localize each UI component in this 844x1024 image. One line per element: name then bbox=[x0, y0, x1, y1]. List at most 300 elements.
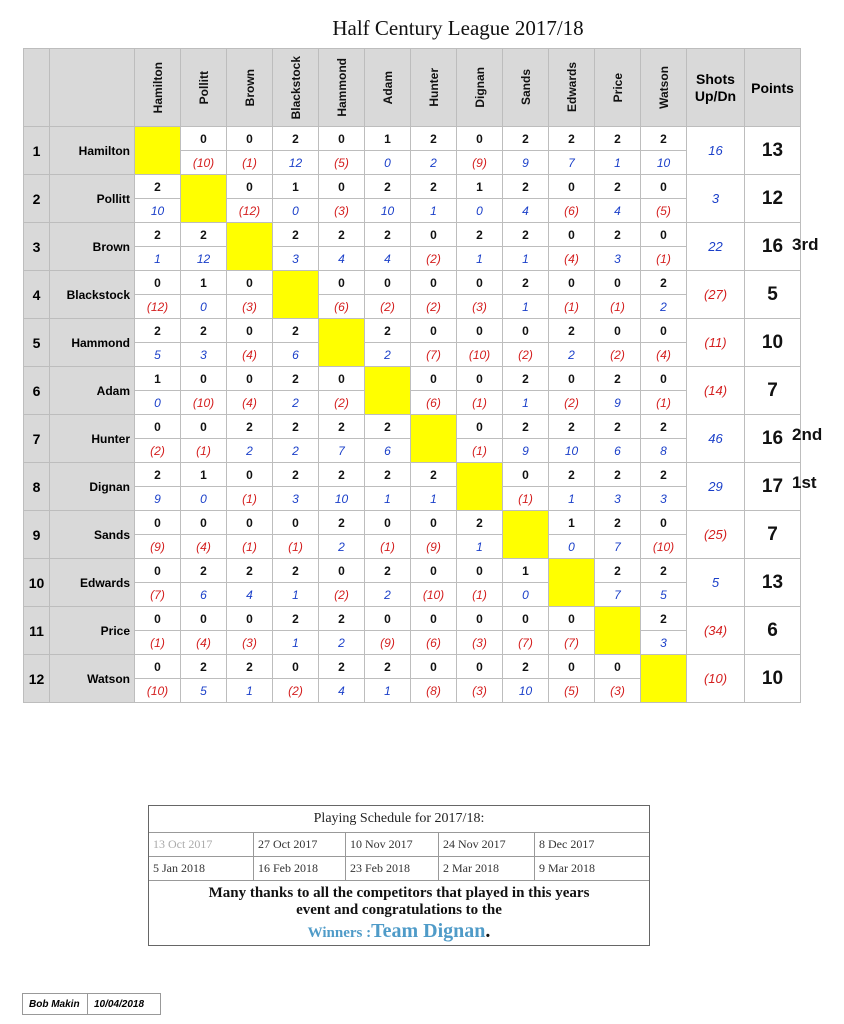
match-shots: 0 bbox=[135, 391, 181, 415]
match-shots: 3 bbox=[595, 487, 641, 511]
match-points: 2 bbox=[503, 415, 549, 439]
match-points: 2 bbox=[227, 655, 273, 679]
match-points: 0 bbox=[181, 415, 227, 439]
match-shots: 7 bbox=[549, 151, 595, 175]
match-points: 0 bbox=[457, 271, 503, 295]
team-name: Hammond bbox=[50, 319, 135, 367]
match-shots: 9 bbox=[503, 439, 549, 463]
match-points: 2 bbox=[503, 271, 549, 295]
match-points: 2 bbox=[641, 415, 687, 439]
match-points: 0 bbox=[227, 319, 273, 343]
match-points: 0 bbox=[503, 607, 549, 631]
col-header-adam bbox=[365, 49, 411, 127]
match-points: 2 bbox=[273, 463, 319, 487]
match-shots: 3 bbox=[273, 487, 319, 511]
match-points: 0 bbox=[181, 127, 227, 151]
match-shots: (4) bbox=[181, 631, 227, 655]
col-header-edwards bbox=[549, 49, 595, 127]
match-shots: 1 bbox=[457, 535, 503, 559]
match-points: 0 bbox=[549, 175, 595, 199]
team-name: Blackstock bbox=[50, 271, 135, 319]
match-points: 2 bbox=[273, 223, 319, 247]
match-points: 2 bbox=[273, 607, 319, 631]
points-total: 7 bbox=[745, 511, 801, 559]
match-points: 0 bbox=[641, 319, 687, 343]
match-shots: 3 bbox=[181, 343, 227, 367]
shots-total: 16 bbox=[687, 127, 745, 175]
match-shots: (3) bbox=[457, 679, 503, 703]
match-points: 0 bbox=[227, 367, 273, 391]
winners-label: Winners : bbox=[307, 925, 372, 941]
match-points: 0 bbox=[549, 271, 595, 295]
match-shots: (2) bbox=[273, 679, 319, 703]
match-points: 2 bbox=[503, 223, 549, 247]
shots-total: (27) bbox=[687, 271, 745, 319]
match-points: 1 bbox=[273, 175, 319, 199]
shots-total: 46 bbox=[687, 415, 745, 463]
match-shots: (3) bbox=[319, 199, 365, 223]
match-points: 0 bbox=[227, 127, 273, 151]
team-row-shots bbox=[24, 535, 801, 559]
col-header-label: Hammond bbox=[334, 58, 349, 117]
team-row-shots bbox=[24, 199, 801, 223]
match-points: 0 bbox=[181, 367, 227, 391]
team-row-shots bbox=[24, 295, 801, 319]
match-shots: (9) bbox=[365, 631, 411, 655]
match-shots: 0 bbox=[181, 487, 227, 511]
match-shots: (2) bbox=[503, 343, 549, 367]
match-shots: (2) bbox=[595, 343, 641, 367]
match-shots: (4) bbox=[549, 247, 595, 271]
match-points: 0 bbox=[411, 223, 457, 247]
match-points: 0 bbox=[319, 175, 365, 199]
match-points: 0 bbox=[319, 559, 365, 583]
team-number: 7 bbox=[24, 415, 50, 463]
match-points: 2 bbox=[457, 511, 503, 535]
match-shots: 0 bbox=[549, 535, 595, 559]
match-points: 0 bbox=[595, 319, 641, 343]
match-shots: (1) bbox=[549, 295, 595, 319]
team-name: Sands bbox=[50, 511, 135, 559]
match-shots: 12 bbox=[181, 247, 227, 271]
shots-total: (10) bbox=[687, 655, 745, 703]
match-shots: 2 bbox=[227, 439, 273, 463]
match-shots: 2 bbox=[641, 295, 687, 319]
match-shots: 0 bbox=[457, 199, 503, 223]
col-header-pollitt bbox=[181, 49, 227, 127]
match-points: 2 bbox=[273, 319, 319, 343]
match-points: 0 bbox=[227, 607, 273, 631]
match-points: 2 bbox=[595, 415, 641, 439]
match-points: 0 bbox=[365, 271, 411, 295]
points-total: 17 bbox=[745, 463, 801, 511]
match-shots: (10) bbox=[411, 583, 457, 607]
header-row bbox=[24, 49, 801, 127]
col-header-brown bbox=[227, 49, 273, 127]
match-shots: (1) bbox=[503, 487, 549, 511]
match-shots: (9) bbox=[135, 535, 181, 559]
match-points: 0 bbox=[181, 511, 227, 535]
match-shots: 10 bbox=[503, 679, 549, 703]
match-shots: 9 bbox=[595, 391, 641, 415]
match-shots: 4 bbox=[503, 199, 549, 223]
match-shots: (10) bbox=[457, 343, 503, 367]
match-shots: (3) bbox=[227, 631, 273, 655]
footer-signature bbox=[22, 993, 161, 1015]
match-points: 0 bbox=[181, 607, 227, 631]
col-header-label: Adam bbox=[380, 70, 395, 105]
match-shots: 1 bbox=[411, 487, 457, 511]
match-shots: (4) bbox=[181, 535, 227, 559]
match-points: 2 bbox=[135, 319, 181, 343]
match-points: 2 bbox=[595, 223, 641, 247]
self-match-cell bbox=[641, 655, 687, 703]
points-total: 6 bbox=[745, 607, 801, 655]
col-header-price bbox=[595, 49, 641, 127]
self-match-cell bbox=[273, 271, 319, 319]
team-row-results bbox=[24, 463, 801, 487]
match-shots: 6 bbox=[273, 343, 319, 367]
points-total: 5 bbox=[745, 271, 801, 319]
shots-total: (34) bbox=[687, 607, 745, 655]
placing-label: 1st bbox=[792, 472, 817, 492]
team-row-shots bbox=[24, 343, 801, 367]
points-total: 13 bbox=[745, 559, 801, 607]
col-header-label: Edwards bbox=[564, 62, 579, 113]
col-header-label: Hamilton bbox=[150, 61, 165, 114]
schedule-date: 5 Jan 2018 bbox=[149, 857, 254, 881]
team-row-results bbox=[24, 367, 801, 391]
team-row-results bbox=[24, 607, 801, 631]
match-shots: 5 bbox=[135, 343, 181, 367]
match-points: 0 bbox=[365, 607, 411, 631]
match-shots: (3) bbox=[227, 295, 273, 319]
league-body bbox=[24, 127, 801, 703]
match-shots: 12 bbox=[273, 151, 319, 175]
match-shots: (5) bbox=[549, 679, 595, 703]
match-points: 0 bbox=[503, 319, 549, 343]
match-shots: 1 bbox=[135, 247, 181, 271]
match-points: 1 bbox=[457, 175, 503, 199]
match-points: 1 bbox=[181, 271, 227, 295]
team-row-results bbox=[24, 223, 801, 247]
match-shots: (2) bbox=[135, 439, 181, 463]
col-header-hunter bbox=[411, 49, 457, 127]
match-points: 2 bbox=[181, 655, 227, 679]
match-shots: 1 bbox=[411, 199, 457, 223]
match-shots: 1 bbox=[365, 487, 411, 511]
points-total: 10 bbox=[745, 655, 801, 703]
match-points: 0 bbox=[595, 271, 641, 295]
match-points: 2 bbox=[503, 127, 549, 151]
team-name: Brown bbox=[50, 223, 135, 271]
match-shots: (2) bbox=[319, 391, 365, 415]
col-header-label: Brown bbox=[242, 68, 257, 107]
col-header-shots bbox=[687, 49, 745, 127]
match-points: 0 bbox=[549, 367, 595, 391]
match-points: 0 bbox=[549, 607, 595, 631]
match-shots: 1 bbox=[457, 247, 503, 271]
match-shots: (4) bbox=[227, 343, 273, 367]
match-points: 2 bbox=[365, 559, 411, 583]
match-points: 2 bbox=[365, 175, 411, 199]
match-points: 0 bbox=[227, 511, 273, 535]
match-shots: (10) bbox=[181, 151, 227, 175]
schedule-date: 9 Mar 2018 bbox=[535, 857, 649, 881]
match-shots: 0 bbox=[365, 151, 411, 175]
match-points: 2 bbox=[595, 367, 641, 391]
team-name: Price bbox=[50, 607, 135, 655]
match-points: 0 bbox=[549, 655, 595, 679]
match-points: 1 bbox=[365, 127, 411, 151]
team-row-results bbox=[24, 127, 801, 151]
match-shots: (7) bbox=[411, 343, 457, 367]
col-header-sands bbox=[503, 49, 549, 127]
match-shots: (7) bbox=[503, 631, 549, 655]
shots-header-line1: Shots bbox=[696, 70, 735, 87]
match-shots: 7 bbox=[595, 535, 641, 559]
col-header-label: Dignan bbox=[472, 67, 487, 108]
schedule-date: 27 Oct 2017 bbox=[254, 833, 346, 857]
match-shots: 1 bbox=[503, 295, 549, 319]
match-shots: (2) bbox=[411, 295, 457, 319]
col-header-label: Price bbox=[610, 72, 625, 103]
match-points: 2 bbox=[135, 223, 181, 247]
match-shots: 1 bbox=[273, 583, 319, 607]
points-total: 7 bbox=[745, 367, 801, 415]
match-shots: (7) bbox=[135, 583, 181, 607]
match-points: 2 bbox=[549, 127, 595, 151]
match-points: 0 bbox=[135, 559, 181, 583]
team-name: Hunter bbox=[50, 415, 135, 463]
match-shots: 2 bbox=[319, 631, 365, 655]
match-shots: 4 bbox=[365, 247, 411, 271]
match-points: 0 bbox=[457, 655, 503, 679]
match-shots: (2) bbox=[411, 247, 457, 271]
match-points: 2 bbox=[319, 463, 365, 487]
match-points: 0 bbox=[319, 271, 365, 295]
match-shots: (2) bbox=[365, 295, 411, 319]
shots-total: 3 bbox=[687, 175, 745, 223]
match-shots: 2 bbox=[549, 343, 595, 367]
match-shots: 2 bbox=[273, 439, 319, 463]
team-number: 1 bbox=[24, 127, 50, 175]
match-points: 0 bbox=[411, 271, 457, 295]
thanks-line-2: event and congratulations to the bbox=[296, 902, 502, 918]
match-shots: 7 bbox=[595, 583, 641, 607]
match-shots: (1) bbox=[227, 535, 273, 559]
match-points: 0 bbox=[457, 319, 503, 343]
match-points: 2 bbox=[595, 463, 641, 487]
header-corner-name bbox=[50, 49, 135, 127]
match-shots: 1 bbox=[365, 679, 411, 703]
match-points: 1 bbox=[549, 511, 595, 535]
match-points: 2 bbox=[319, 223, 365, 247]
team-name: Watson bbox=[50, 655, 135, 703]
match-points: 2 bbox=[641, 127, 687, 151]
match-points: 0 bbox=[135, 415, 181, 439]
team-number: 12 bbox=[24, 655, 50, 703]
shots-total: (25) bbox=[687, 511, 745, 559]
match-points: 2 bbox=[365, 463, 411, 487]
col-header-blackstock bbox=[273, 49, 319, 127]
col-header-watson bbox=[641, 49, 687, 127]
shots-total: (14) bbox=[687, 367, 745, 415]
team-number: 4 bbox=[24, 271, 50, 319]
winners-line bbox=[149, 920, 649, 943]
schedule-date: 23 Feb 2018 bbox=[346, 857, 439, 881]
header-corner-num bbox=[24, 49, 50, 127]
match-points: 2 bbox=[273, 415, 319, 439]
match-points: 2 bbox=[595, 175, 641, 199]
match-points: 1 bbox=[503, 559, 549, 583]
match-points: 0 bbox=[457, 127, 503, 151]
match-shots: 1 bbox=[503, 247, 549, 271]
match-shots: 1 bbox=[549, 487, 595, 511]
team-row-results bbox=[24, 175, 801, 199]
match-points: 0 bbox=[411, 559, 457, 583]
match-points: 2 bbox=[135, 175, 181, 199]
team-row-results bbox=[24, 415, 801, 439]
self-match-cell bbox=[319, 319, 365, 367]
self-match-cell bbox=[503, 511, 549, 559]
winners-team: Team Dignan bbox=[371, 920, 486, 942]
match-points: 0 bbox=[227, 463, 273, 487]
match-shots: 1 bbox=[595, 151, 641, 175]
col-header-label: Watson bbox=[656, 66, 671, 109]
match-points: 2 bbox=[319, 415, 365, 439]
match-points: 0 bbox=[273, 511, 319, 535]
match-shots: (3) bbox=[457, 295, 503, 319]
match-shots: (10) bbox=[641, 535, 687, 559]
team-number: 2 bbox=[24, 175, 50, 223]
match-shots: (5) bbox=[641, 199, 687, 223]
match-points: 0 bbox=[135, 607, 181, 631]
self-match-cell bbox=[227, 223, 273, 271]
match-points: 0 bbox=[457, 607, 503, 631]
match-points: 0 bbox=[411, 367, 457, 391]
match-points: 0 bbox=[365, 511, 411, 535]
match-shots: 6 bbox=[595, 439, 641, 463]
self-match-cell bbox=[457, 463, 503, 511]
match-points: 0 bbox=[411, 655, 457, 679]
match-points: 0 bbox=[273, 655, 319, 679]
match-points: 2 bbox=[641, 463, 687, 487]
match-points: 2 bbox=[319, 511, 365, 535]
match-shots: (4) bbox=[227, 391, 273, 415]
match-points: 2 bbox=[181, 559, 227, 583]
match-shots: (1) bbox=[457, 583, 503, 607]
match-shots: (1) bbox=[641, 391, 687, 415]
match-points: 2 bbox=[503, 367, 549, 391]
col-header-dignan bbox=[457, 49, 503, 127]
match-points: 0 bbox=[457, 367, 503, 391]
team-number: 9 bbox=[24, 511, 50, 559]
match-points: 2 bbox=[549, 415, 595, 439]
match-shots: 6 bbox=[181, 583, 227, 607]
match-points: 2 bbox=[365, 319, 411, 343]
match-points: 0 bbox=[549, 223, 595, 247]
match-shots: 10 bbox=[365, 199, 411, 223]
footer-date: 10/04/2018 bbox=[88, 994, 161, 1015]
self-match-cell bbox=[181, 175, 227, 223]
match-shots: (7) bbox=[549, 631, 595, 655]
match-shots: 6 bbox=[365, 439, 411, 463]
match-points: 2 bbox=[365, 223, 411, 247]
team-row-results bbox=[24, 511, 801, 535]
match-shots: 10 bbox=[135, 199, 181, 223]
match-points: 2 bbox=[641, 559, 687, 583]
match-shots: 2 bbox=[365, 583, 411, 607]
match-shots: 4 bbox=[595, 199, 641, 223]
match-shots: (1) bbox=[273, 535, 319, 559]
team-row-shots bbox=[24, 247, 801, 271]
match-points: 2 bbox=[503, 175, 549, 199]
placing-label: 2nd bbox=[792, 425, 823, 444]
match-shots: (2) bbox=[319, 583, 365, 607]
match-shots: 5 bbox=[641, 583, 687, 607]
match-points: 0 bbox=[641, 367, 687, 391]
match-shots: (1) bbox=[595, 295, 641, 319]
match-shots: 0 bbox=[181, 295, 227, 319]
match-shots: (1) bbox=[227, 151, 273, 175]
col-header-hamilton bbox=[135, 49, 181, 127]
match-points: 0 bbox=[411, 511, 457, 535]
col-header-label: Hunter bbox=[426, 68, 441, 107]
team-row-shots bbox=[24, 487, 801, 511]
match-shots: 2 bbox=[273, 391, 319, 415]
match-points: 2 bbox=[273, 559, 319, 583]
match-shots: 0 bbox=[503, 583, 549, 607]
match-shots: 4 bbox=[227, 583, 273, 607]
match-points: 2 bbox=[641, 607, 687, 631]
match-points: 2 bbox=[365, 655, 411, 679]
team-row-shots bbox=[24, 583, 801, 607]
self-match-cell bbox=[595, 607, 641, 655]
match-points: 0 bbox=[503, 463, 549, 487]
match-points: 0 bbox=[411, 319, 457, 343]
match-points: 0 bbox=[135, 271, 181, 295]
match-points: 2 bbox=[549, 319, 595, 343]
match-points: 2 bbox=[411, 463, 457, 487]
match-shots: (8) bbox=[411, 679, 457, 703]
match-shots: (3) bbox=[457, 631, 503, 655]
team-row-shots bbox=[24, 631, 801, 655]
match-shots: (1) bbox=[457, 439, 503, 463]
schedule-date: 2 Mar 2018 bbox=[439, 857, 535, 881]
match-shots: (6) bbox=[411, 391, 457, 415]
points-total: 16 bbox=[745, 223, 801, 271]
team-name: Hamilton bbox=[50, 127, 135, 175]
match-points: 0 bbox=[227, 271, 273, 295]
match-shots: 7 bbox=[319, 439, 365, 463]
team-row-shots bbox=[24, 391, 801, 415]
match-points: 0 bbox=[135, 655, 181, 679]
schedule-grid bbox=[149, 833, 649, 881]
match-shots: (9) bbox=[457, 151, 503, 175]
match-shots: 5 bbox=[181, 679, 227, 703]
match-shots: 1 bbox=[227, 679, 273, 703]
match-points: 2 bbox=[181, 223, 227, 247]
placing-label: 3rd bbox=[792, 235, 819, 254]
match-points: 2 bbox=[227, 415, 273, 439]
match-shots: 2 bbox=[411, 151, 457, 175]
match-points: 0 bbox=[457, 559, 503, 583]
match-shots: 4 bbox=[319, 679, 365, 703]
shots-total: (11) bbox=[687, 319, 745, 367]
points-total: 10 bbox=[745, 319, 801, 367]
match-points: 2 bbox=[319, 655, 365, 679]
